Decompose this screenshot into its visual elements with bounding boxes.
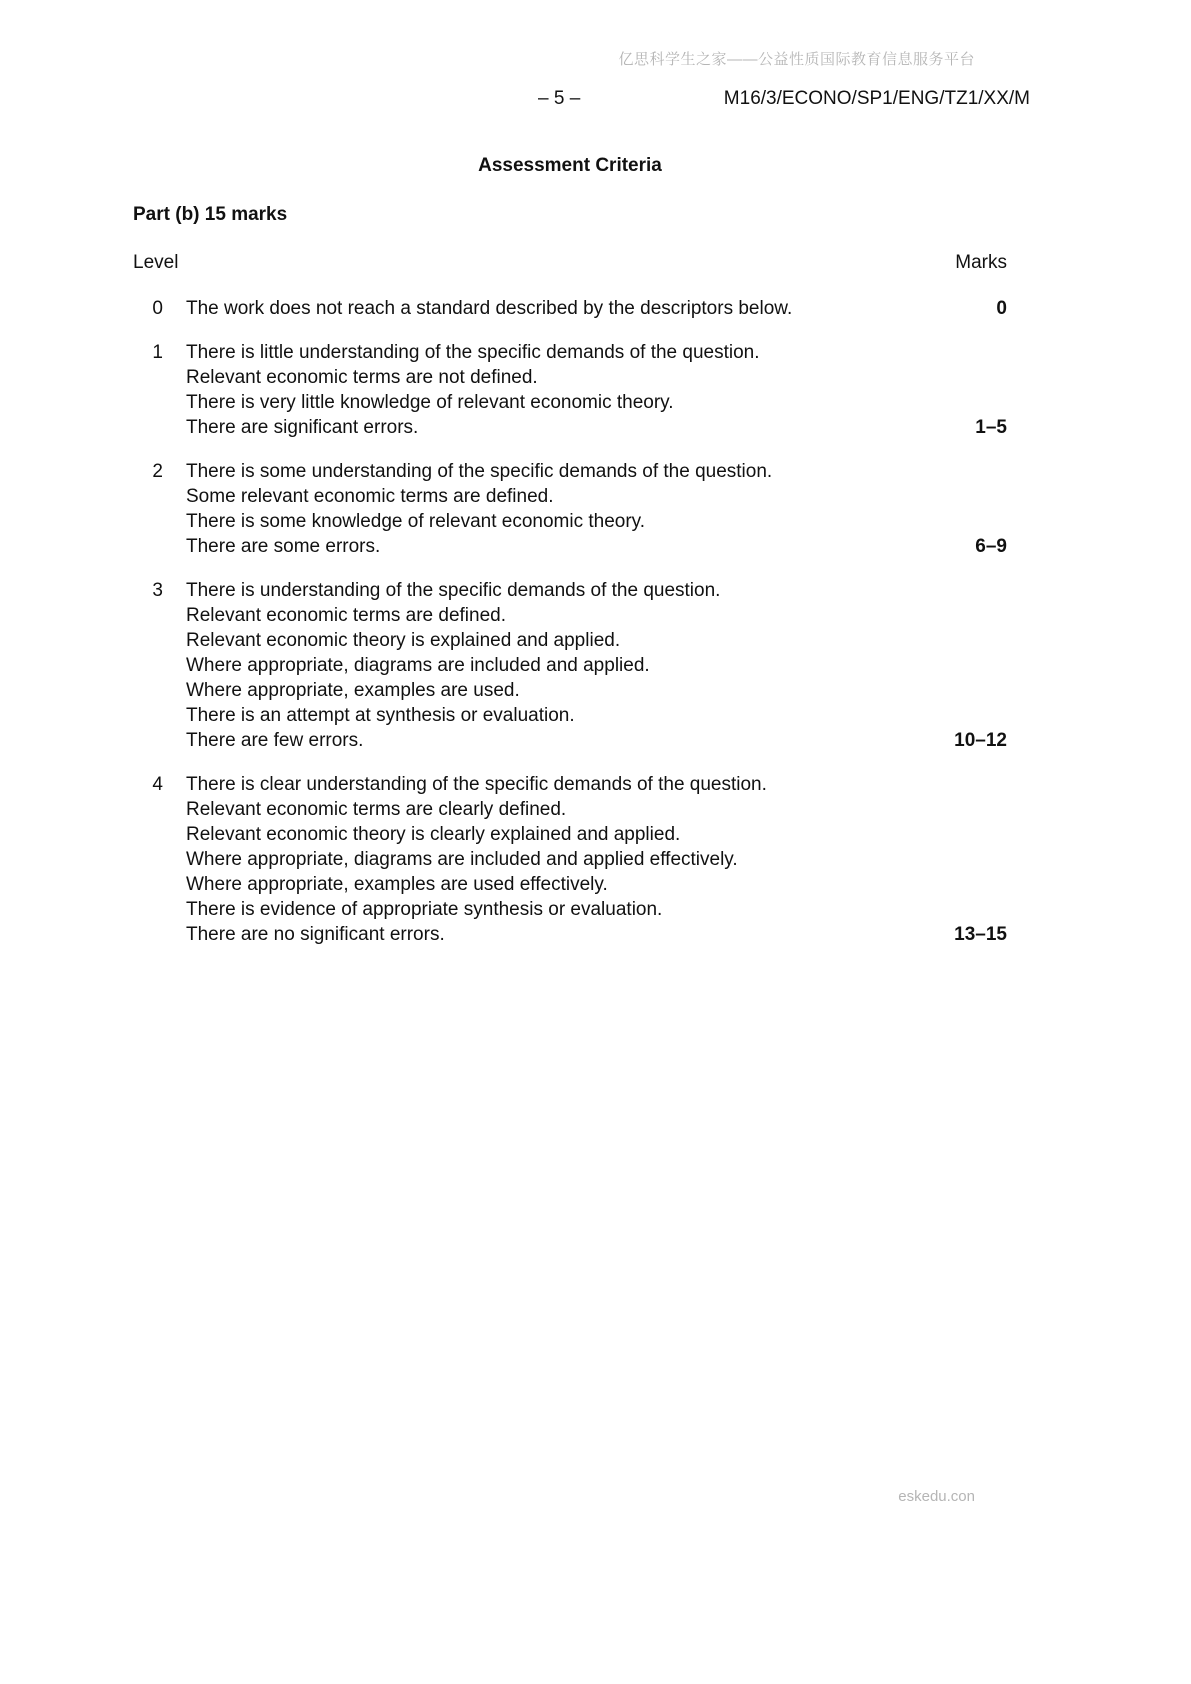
descriptor-line: Relevant economic theory is explained and applied. <box>186 630 621 651</box>
level-number: 2 <box>152 461 163 482</box>
level-column-header: Level <box>133 252 179 273</box>
criteria-row <box>133 340 1007 440</box>
descriptor-lines <box>163 296 927 321</box>
descriptor-line: There is understanding of the specific demands of the question. <box>186 580 721 601</box>
descriptor-lines <box>163 578 927 753</box>
criteria-rows <box>133 296 1007 947</box>
descriptor-line: The work does not reach a standard described by the descriptors below. <box>186 298 793 319</box>
descriptor-line: Relevant economic terms are defined. <box>186 605 506 626</box>
descriptor-line: There are few errors. <box>186 730 364 751</box>
page-title: Assessment Criteria <box>478 155 662 176</box>
descriptor-line: Where appropriate, diagrams are included and applied. <box>186 655 650 676</box>
descriptor-line: There is some knowledge of relevant economic theory. <box>186 511 646 532</box>
descriptor-line: Relevant economic terms are clearly defined. <box>186 799 567 820</box>
criteria-row <box>133 296 1007 321</box>
page-number: – 5 – <box>538 88 581 109</box>
criteria-row <box>133 578 1007 753</box>
descriptor-line: There is little understanding of the specific demands of the question. <box>186 342 760 363</box>
marks-value: 10–12 <box>954 730 1007 751</box>
main-content <box>133 155 1007 966</box>
level-number: 4 <box>152 774 163 795</box>
marks-value: 13–15 <box>954 924 1007 945</box>
descriptor-line: Relevant economic theory is clearly explained and applied. <box>186 824 681 845</box>
marks-value: 1–5 <box>975 417 1007 438</box>
descriptor-line: Where appropriate, diagrams are included and applied effectively. <box>186 849 738 870</box>
level-number: 0 <box>152 298 163 319</box>
marks-column-header: Marks <box>955 252 1007 273</box>
descriptor-lines <box>163 459 927 559</box>
marks-value: 0 <box>996 298 1007 319</box>
part-heading: Part (b) 15 marks <box>133 204 288 225</box>
descriptor-line: There is very little knowledge of relevant economic theory. <box>186 392 674 413</box>
descriptor-line: There is clear understanding of the specific demands of the question. <box>186 774 767 795</box>
criteria-row <box>133 772 1007 947</box>
document-code: M16/3/ECONO/SP1/ENG/TZ1/XX/M <box>723 88 1030 109</box>
descriptor-line: Relevant economic terms are not defined. <box>186 367 538 388</box>
level-number: 1 <box>152 342 163 363</box>
descriptor-line: There is an attempt at synthesis or evaluation. <box>186 705 575 726</box>
page-header <box>0 88 1191 112</box>
criteria-row <box>133 459 1007 559</box>
criteria-table-header <box>133 252 1007 274</box>
descriptor-line: There are significant errors. <box>186 417 419 438</box>
descriptor-line: There are some errors. <box>186 536 381 557</box>
level-number: 3 <box>152 580 163 601</box>
descriptor-line: There is evidence of appropriate synthesis or evaluation. <box>186 899 663 920</box>
top-watermark: 亿思科学生之家——公益性质国际教育信息服务平台 <box>618 51 975 68</box>
descriptor-line: Where appropriate, examples are used. <box>186 680 520 701</box>
descriptor-line: Where appropriate, examples are used effectively. <box>186 874 608 895</box>
descriptor-lines <box>163 772 927 947</box>
descriptor-line: There is some understanding of the specific demands of the question. <box>186 461 773 482</box>
bottom-watermark: eskedu.con <box>898 1488 975 1505</box>
descriptor-line: Some relevant economic terms are defined. <box>186 486 554 507</box>
descriptor-line: There are no significant errors. <box>186 924 445 945</box>
descriptor-lines <box>163 340 927 440</box>
marks-value: 6–9 <box>975 536 1007 557</box>
